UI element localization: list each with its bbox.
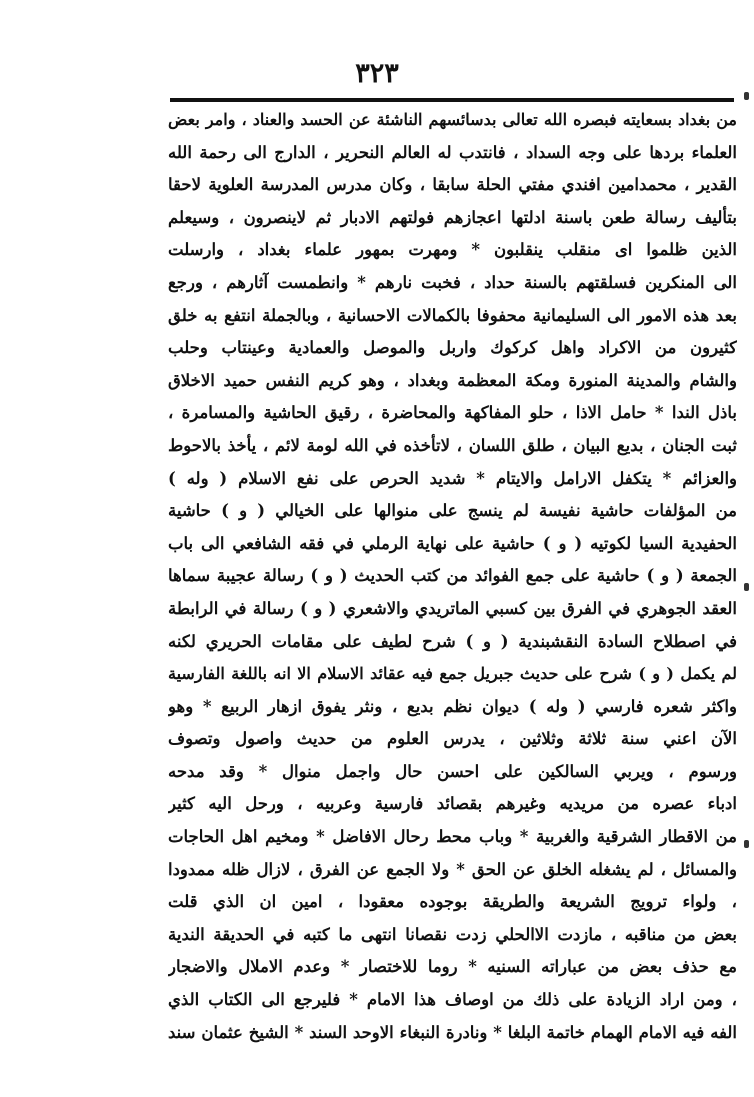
text-line: والمسائل ، لم يشغله الخلق عن الحق * ولا الجمع عن الفرق ، لازال ظله ممدودا xyxy=(168,859,737,879)
text-line: ، ومن اراد الزيادة على ذلك من اوصاف هذا الامام * فليرجع الى الكتاب الذي xyxy=(168,990,737,1010)
text-line: ورسوم ، ويربي السالكين على احسن حال واجمل منوال * وقد مدحه xyxy=(168,761,737,781)
text-line: من الاقطار الشرقية والغربية * وباب محط رحال الافاضل * ومخيم اهل الحاجات xyxy=(168,827,737,847)
text-line: لم يكمل ( و ) شرح على حديث جبريل جمع فيه عقائد الاسلام الا انه باللغة الفارسية xyxy=(168,664,737,684)
text-line: الذين ظلموا اى منقلب ينقلبون * ومهرت بمهور علماء بغداد ، وارسلت xyxy=(168,240,737,260)
text-line: كثيرون من الاكراد واهل كركوك واربل والموصل والعمادية وعينتاب وحلب xyxy=(168,338,737,358)
text-line: من المؤلفات حاشية نفيسة لم ينسج على منوالها على الخيالي ( و ) حاشية xyxy=(168,501,737,521)
page-number: ٣٢٣ xyxy=(355,58,399,89)
text-line: والشام والمدينة المنورة ومكة المعظمة وبغداد ، وهو كريم النفس حميد الاخلاق xyxy=(168,370,737,390)
text-line: العقد الجوهري في الفرق بين كسبي الماتريدي والاشعري ( و ) رسالة في الرابطة xyxy=(168,598,737,618)
margin-mark xyxy=(744,583,749,591)
text-line: ، ولواء ترويج الشريعة والطريقة بوجوده معقودا ، امين ان الذي قلت xyxy=(168,892,737,912)
text-line: بعض من مناقبه ، مازدت الاالحلي زدت نقصانا انتهى ما كتبه في الحديقة الندية xyxy=(168,924,737,944)
margin-mark xyxy=(744,840,749,848)
text-line: واكثر شعره فارسي ( وله ) ديوان نظم بديع ، ونثر يفوق ازهار الربيع * وهو xyxy=(168,696,737,716)
text-line: باذل الندا * حامل الاذا ، حلو المفاكهة والمحاضرة ، رقيق الحاشية والمسامرة ، xyxy=(168,403,737,423)
text-line: القدير ، محمدامين افندي مفتي الحلة سابقا ، وكان مدرس المدرسة العلوية لاحقا xyxy=(168,175,737,195)
text-line: ثبت الجنان ، بديع البيان ، طلق اللسان ، لاتأخذه في الله لومة لائم ، يأخذ بالاحوط xyxy=(168,435,737,455)
text-line: العلماء بردها على وجه السداد ، فانتدب له العالم النحرير ، الدارج الى رحمة الله xyxy=(168,142,737,162)
text-line: مع حذف بعض من عباراته السنيه * روما للاختصار * وعدم الاملال والاضجار xyxy=(168,957,737,977)
text-line: ادباء عصره من مريديه وغيرهم بقصائد فارسية وعربيه ، ورحل اليه كثير xyxy=(168,794,737,814)
text-line: في اصطلاح السادة النقشبندية ( و ) شرح لطيف على مقامات الحريري لكنه xyxy=(168,631,737,651)
text-line: الفه فيه الامام الهمام خاتمة البلغا * ونادرة النبغاء الاوحد السند * الشيخ عثمان سند xyxy=(168,1022,737,1042)
margin-mark xyxy=(744,92,749,100)
text-line: الحفيدية السيا لكوتيه ( و ) حاشية على نهاية الرملي في فقه الشافعي الى باب xyxy=(168,533,737,553)
text-line: الى المنكرين فسلقتهم بالسنة حداد ، فخبت نارهم * وانطمست آثارهم ، ورجع xyxy=(168,272,737,292)
text-line: بعد هذه الامور الى السليمانية محفوفا بالكمالات الاحسانية ، وبالجملة انتفع به خلق xyxy=(168,305,737,325)
text-line: من بغداد بسعايته فبصره الله تعالى بدسائسهم الناشئة عن الحسد والعناد ، وامر بعض xyxy=(168,110,737,129)
text-line: الجمعة ( و ) حاشية على جمع الفوائد من كتب الحديث ( و ) رسالة عجيبة سماها xyxy=(168,566,737,586)
text-line: بتأليف رسالة طعن باسنة ادلتها اعجازهم فولتهم الادبار ثم لاينصرون ، وسيعلم xyxy=(168,207,737,227)
text-line: والعزائم * يتكفل الارامل والايتام * شديد الحرص على نفع الاسلام ( وله ) xyxy=(168,468,737,488)
body-text xyxy=(168,104,737,1049)
text-line: الآن اعني سنة ثلاثة وثلاثين ، يدرس العلوم من حديث واصول وتصوف xyxy=(168,729,737,749)
header-rule xyxy=(170,98,734,102)
